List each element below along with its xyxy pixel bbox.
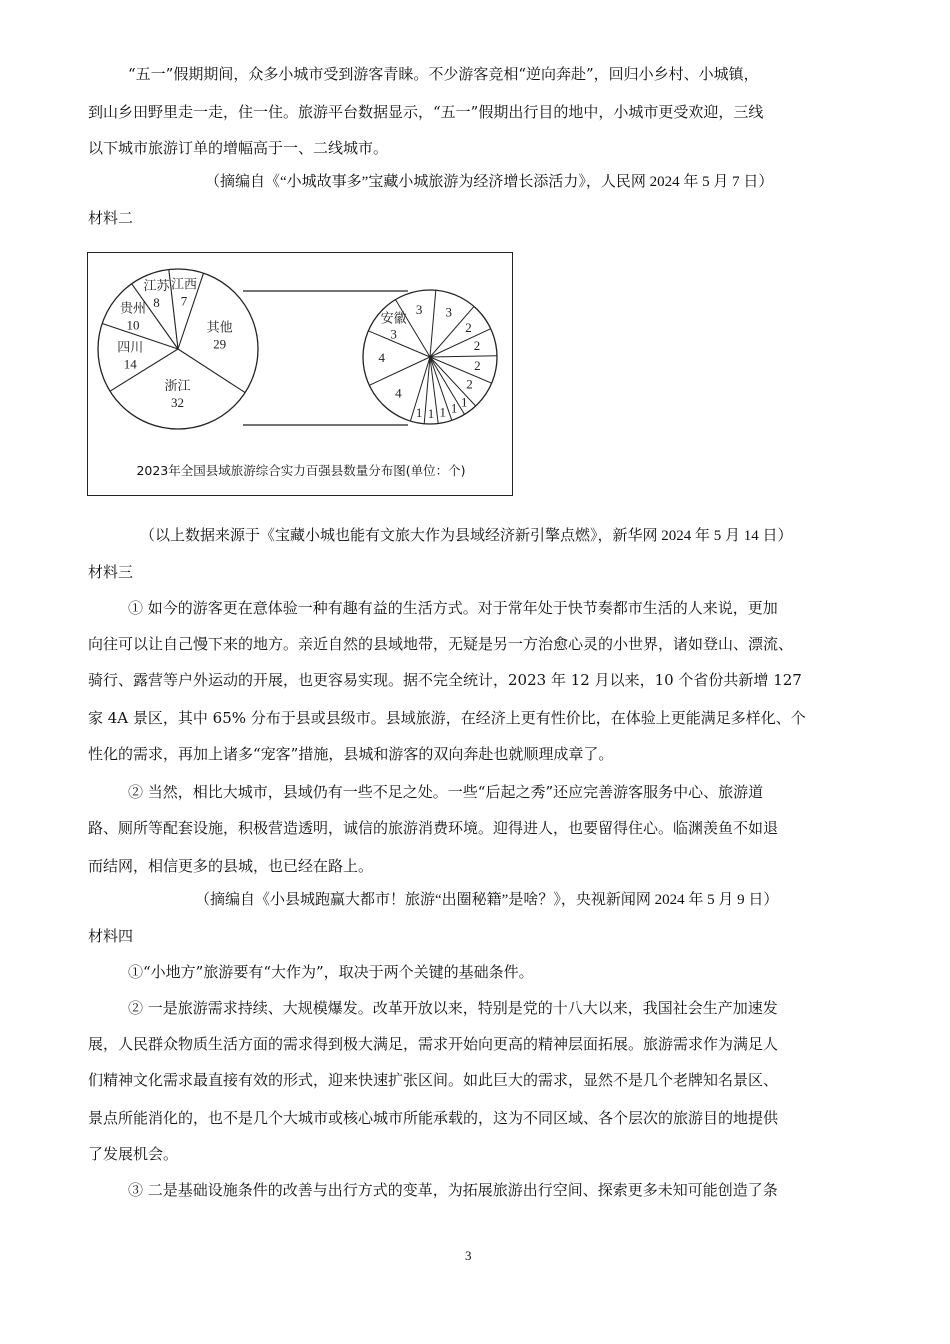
pie-slice-value: 7 xyxy=(180,293,188,309)
pie-slice-label: 江苏 xyxy=(143,278,170,293)
pie-slice-label: 四川 xyxy=(117,339,144,355)
section-heading: 材料四 xyxy=(88,927,134,945)
paragraph-line: 以下城市旅游订单的增幅高于一、二线城市。 xyxy=(88,139,389,157)
paragraph-line: 而结网，相信更多的县城，也已经在路上。 xyxy=(88,857,374,875)
pie-slice-value: 2 xyxy=(473,338,481,354)
paragraph-line: 们精神文化需求最直接有效的形式，迎来快速扩张区间。如此巨大的需求，显然不是几个老牌知名景区、 xyxy=(88,1071,779,1089)
chart-title: 2023年全国县域旅游综合实力百强县数量分布图(单位：个) xyxy=(136,463,466,478)
pie-slice-value: 1 xyxy=(427,405,435,421)
breakdown-pie xyxy=(363,290,497,424)
pie-slice-value: 4 xyxy=(378,349,386,365)
paragraph-line: “五一”假期期间，众多小城市受到游客青睐。不少游客竞相“逆向奔赴”，回归小乡村、小城镇， xyxy=(128,65,759,83)
paragraph-line: 骑行、露营等户外运动的开展，也更容易实现。据不完全统计，2023 年 12 月以来，10 个省份共新增 127 xyxy=(88,671,802,689)
pie-slice-value: 1 xyxy=(439,404,447,420)
pie-slice-value: 29 xyxy=(213,336,227,352)
paragraph-line: ①“小地方”旅游要有“大作为”，取决于两个关键的基础条件。 xyxy=(128,963,534,981)
pie-slice-value: 3 xyxy=(445,304,453,320)
pie-slice-value: 32 xyxy=(171,395,184,410)
source-citation: （摘编自《小县城跑赢大都市！旅游“出圈秘籍”是啥？》，央视新闻网 2024 年 5 月 9 日） xyxy=(195,892,779,908)
pie-chart-figure xyxy=(87,252,513,496)
pie-slice-value: 2 xyxy=(474,358,481,374)
pie-slice-value: 8 xyxy=(153,295,160,310)
pie-chart-svg xyxy=(88,253,514,497)
paragraph-line: 家 4A 景区，其中 65% 分布于县或县级市。县域旅游，在经济上更有性价比，在体验上更能满足多样化、个 xyxy=(88,709,806,727)
paragraph-line: 了发展机会。 xyxy=(88,1145,179,1163)
section-heading: 材料三 xyxy=(88,563,134,581)
page-number: 3 xyxy=(465,1248,472,1263)
pie-slice-value: 1 xyxy=(461,394,468,410)
source-citation: （摘编自《“小城故事多”宝藏小城旅游为经济增长添活力》，人民网 2024 年 5 月 7 日） xyxy=(205,174,774,190)
pie-slice-value: 3 xyxy=(390,326,397,342)
pie-slice-value: 1 xyxy=(415,404,423,420)
paragraph-line: 展，人民群众物质生活方面的需求得到极大满足，需求开始向更高的精神层面拓展。旅游需求作为满足人 xyxy=(88,1035,779,1053)
paragraph-line: 景点所能消化的，也不是几个大城市或核心城市所能承载的，这为不同区域、各个层次的旅游目的地提供 xyxy=(88,1109,779,1127)
pie-slice-label: 贵州 xyxy=(119,300,147,316)
pie-slice-value: 2 xyxy=(466,376,473,392)
paragraph-line: 向往可以让自己慢下来的地方。亲近自然的县域地带，无疑是另一方治愈心灵的小世界，诸如登山、漂流、 xyxy=(88,635,794,653)
paragraph-line: 性化的需求，再加上诸多“宠客”措施，县城和游客的双向奔赴也就顺理成章了。 xyxy=(88,745,614,763)
pie-slice-label: 浙江 xyxy=(164,378,191,393)
pie-slice-label: 江西 xyxy=(170,276,198,292)
pie-slice-value: 3 xyxy=(415,302,423,317)
paragraph-line: ① 如今的游客更在意体验一种有趣有益的生活方式。对于常年处于快节奏都市生活的人来说，更加 xyxy=(128,599,778,617)
pie-slice-value: 2 xyxy=(465,320,472,335)
paragraph-line: ② 当然，相比大城市，县域仍有一些不足之处。一些“后起之秀”还应完善游客服务中心、旅游道 xyxy=(128,783,764,801)
pie-slice-value: 14 xyxy=(123,356,137,372)
section-heading: 材料二 xyxy=(88,209,134,227)
pie-slice-value: 1 xyxy=(450,400,458,416)
source-citation: （以上数据来源于《宝藏小城也能有文旅大作为县域经济新引擎点燃》，新华网 2024 年 5 月 14 日） xyxy=(140,528,793,544)
paragraph-line: ③ 二是基础设施条件的改善与出行方式的变革，为拓展旅游出行空间、探索更多未知可能创造了条 xyxy=(128,1181,778,1199)
paragraph-line: 到山乡田野里走一走，住一住。旅游平台数据显示，“五一”假期出行目的地中，小城市更受欢迎，三线 xyxy=(88,103,764,121)
pie-slice-label: 其他 xyxy=(206,319,233,335)
pie-slice-value: 4 xyxy=(395,385,402,401)
paragraph-line: ② 一是旅游需求持续、大规模爆发。改革开放以来，特别是党的十八大以来，我国社会生产加速发 xyxy=(128,999,778,1017)
main-pie xyxy=(98,269,258,429)
pie-slice-value: 10 xyxy=(126,317,140,333)
paragraph-line: 路、厕所等配套设施，积极营造透明，诚信的旅游消费环境。迎得进人，也要留得住心。临渊羡鱼不如退 xyxy=(88,819,779,837)
pie-slice-label: 安徽 xyxy=(380,310,407,326)
